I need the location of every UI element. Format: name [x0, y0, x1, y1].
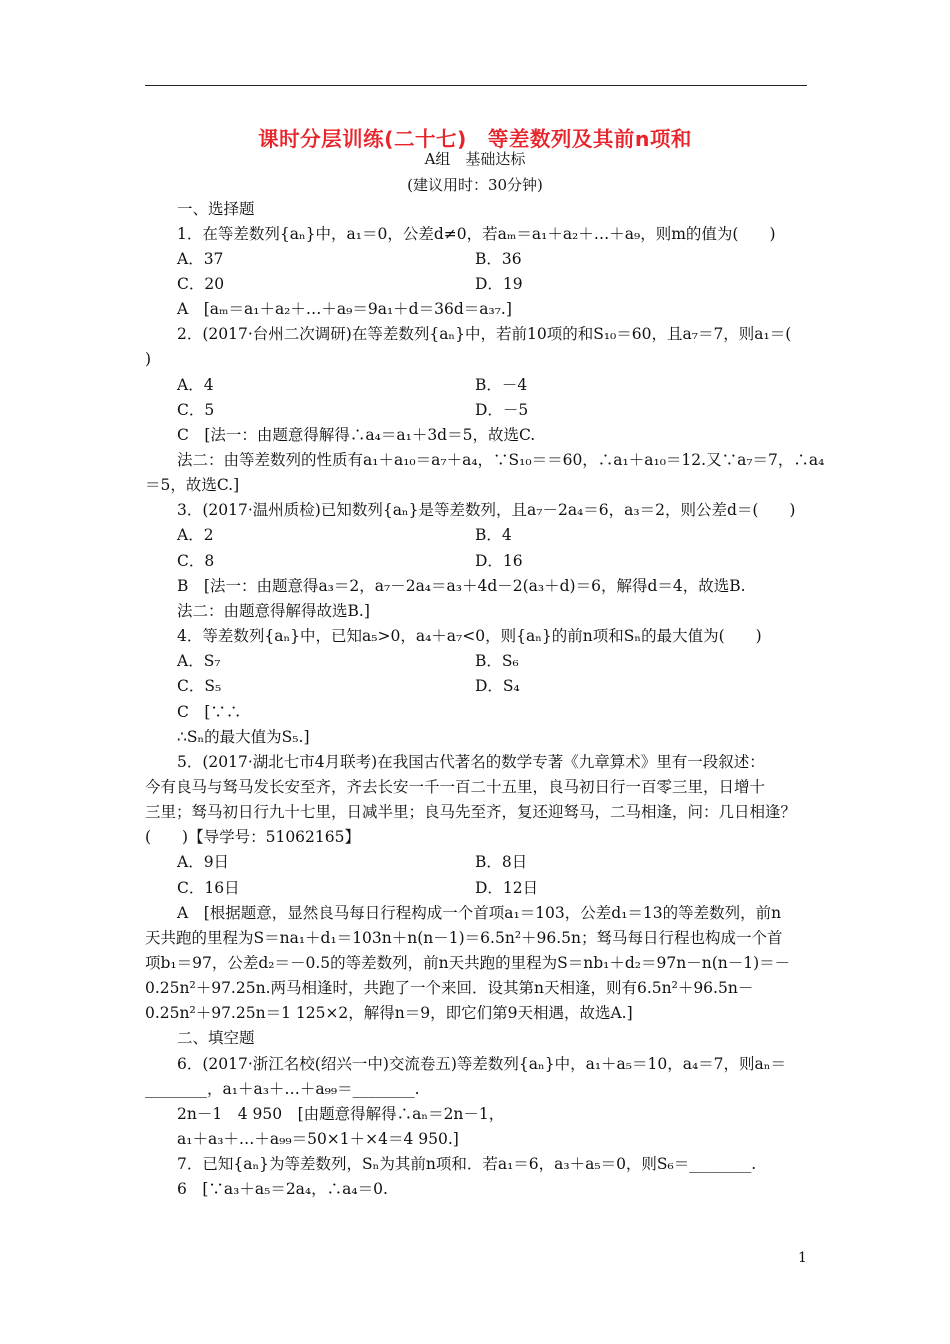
option-a: A．9日: [177, 853, 230, 871]
question-3: 3．(2017·温州质检)已知数列{aₙ}是等差数列，且a₇－2a₄＝6，a₃＝2，则公差d＝( ): [177, 501, 796, 519]
page-number: 1: [798, 1250, 807, 1266]
question-4: 4．等差数列{aₙ}中，已知a₅>0，a₄＋a₇<0，则{aₙ}的前n项和Sₙ的最大值为( ): [177, 627, 762, 645]
question-5-cont: 今有良马与驽马发长安至齐，齐去长安一千一百二十五里，良马初日行一百零三里，日增十: [145, 778, 766, 796]
suggested-time: (建议用时：30分钟): [407, 176, 543, 194]
question-5-ref: ( )【导学号：51062165】: [145, 828, 360, 846]
answer-4: C [∵∴: [177, 703, 242, 721]
answer-5: A [根据题意，显然良马每日行程构成一个首项a₁＝103，公差d₁＝13的等差数列，前n: [177, 904, 782, 922]
option-c: C．8: [177, 552, 215, 570]
option-c: C．16日: [177, 879, 240, 897]
question-5: 5．(2017·湖北七市4月联考)在我国古代著名的数学专著《九章算术》里有一段叙述：: [177, 753, 765, 771]
answer-3: B [法一：由题意得a₃＝2，a₇－2a₄＝a₃＋4d－2(a₃＋d)＝6，解得d＝4，故选B.: [177, 577, 746, 595]
answer-5-cont: 项b₁＝97，公差d₂＝－0.5的等差数列，前n天共跑的里程为S＝nb₁＋d₂＝97n－n(n－1)＝－: [145, 954, 791, 972]
option-d: D．16: [475, 552, 523, 570]
option-b: B．8日: [475, 853, 528, 871]
answer-6: 2n－1 4 950 [由题意得解得∴aₙ＝2n－1，: [177, 1105, 505, 1123]
page-title: 课时分层训练(二十七) 等差数列及其前n项和: [258, 127, 692, 151]
option-c: C．S₅: [177, 677, 222, 695]
option-a: A．37: [177, 250, 224, 268]
option-b: B．－4: [475, 376, 528, 394]
answer-2-method-2: 法二：由等差数列的性质有a₁＋a₁₀＝a₇＋a₄，∵S₁₀＝＝60，∴a₁＋a₁₀＝12.又∵a₇＝7，∴a₄: [177, 451, 825, 469]
option-b: B．36: [475, 250, 522, 268]
option-b: B．S₆: [475, 652, 519, 670]
answer-4-cont: ∴Sₙ的最大值为S₅.]: [177, 728, 310, 746]
header-rule: [145, 85, 807, 86]
option-b: B．4: [475, 526, 512, 544]
section-heading: 一、选择题: [177, 200, 255, 218]
option-d: D．－5: [475, 401, 529, 419]
answer-6-cont: a₁＋a₃＋…＋a₉₉＝50×1＋×4＝4 950.]: [177, 1130, 459, 1148]
answer-5-cont: 0.25n²＋97.25n.两马相逢时，共跑了一个来回．设其第n天相逢，则有6.5n²＋96.5n－: [145, 979, 754, 997]
option-d: D．S₄: [475, 677, 520, 695]
question-6: 6．(2017·浙江名校(绍兴一中)交流卷五)等差数列{aₙ}中，a₁＋a₅＝10，a₄＝7，则aₙ＝: [177, 1055, 786, 1073]
group-label: A组 基础达标: [424, 150, 526, 168]
answer-2: C [法一：由题意得解得∴a₄＝a₁＋3d＝5，故选C.: [177, 426, 536, 444]
question-1: 1．在等差数列{aₙ}中，a₁＝0，公差d≠0，若aₘ＝a₁＋a₂＋…＋a₉，则m的值为( ): [177, 225, 776, 243]
answer-2-cont: ＝5，故选C.]: [145, 476, 240, 494]
question-6-cont: ________，a₁＋a₃＋…＋a₉₉＝________.: [145, 1080, 420, 1098]
answer-1: A [aₘ＝a₁＋a₂＋…＋a₉＝9a₁＋d＝36d＝a₃₇.]: [177, 300, 512, 318]
answer-7: 6 [∵a₃＋a₅＝2a₄，∴a₄＝0.: [177, 1180, 388, 1198]
option-d: D．12日: [475, 879, 539, 897]
answer-3-method-2: 法二：由题意得解得故选B.]: [177, 602, 370, 620]
option-c: C．5: [177, 401, 215, 419]
answer-5-cont: 0.25n²＋97.25n＝1 125×2，解得n＝9，即它们第9天相遇，故选A.]: [145, 1004, 633, 1022]
question-2: 2．(2017·台州二次调研)在等差数列{aₙ}中，若前10项的和S₁₀＝60，且a₇＝7，则a₁＝(: [177, 325, 792, 343]
option-c: C．20: [177, 275, 225, 293]
question-2-cont: ): [145, 350, 152, 368]
answer-5-cont: 天共跑的里程为S＝na₁＋d₁＝103n＋n(n－1)＝6.5n²＋96.5n；驽马每日行程也构成一个首: [145, 929, 783, 947]
option-a: A．2: [177, 526, 214, 544]
question-7: 7．已知{aₙ}为等差数列，Sₙ为其前n项和．若a₁＝6，a₃＋a₅＝0，则S₆＝________.: [177, 1155, 757, 1173]
option-a: A．S₇: [177, 652, 221, 670]
option-a: A．4: [177, 376, 214, 394]
section-heading: 二、填空题: [177, 1029, 255, 1047]
question-5-cont: 三里；驽马初日行九十七里，日减半里；良马先至齐，复还迎驽马，二马相逢，问：几日相逢？: [145, 803, 797, 821]
option-d: D．19: [475, 275, 523, 293]
